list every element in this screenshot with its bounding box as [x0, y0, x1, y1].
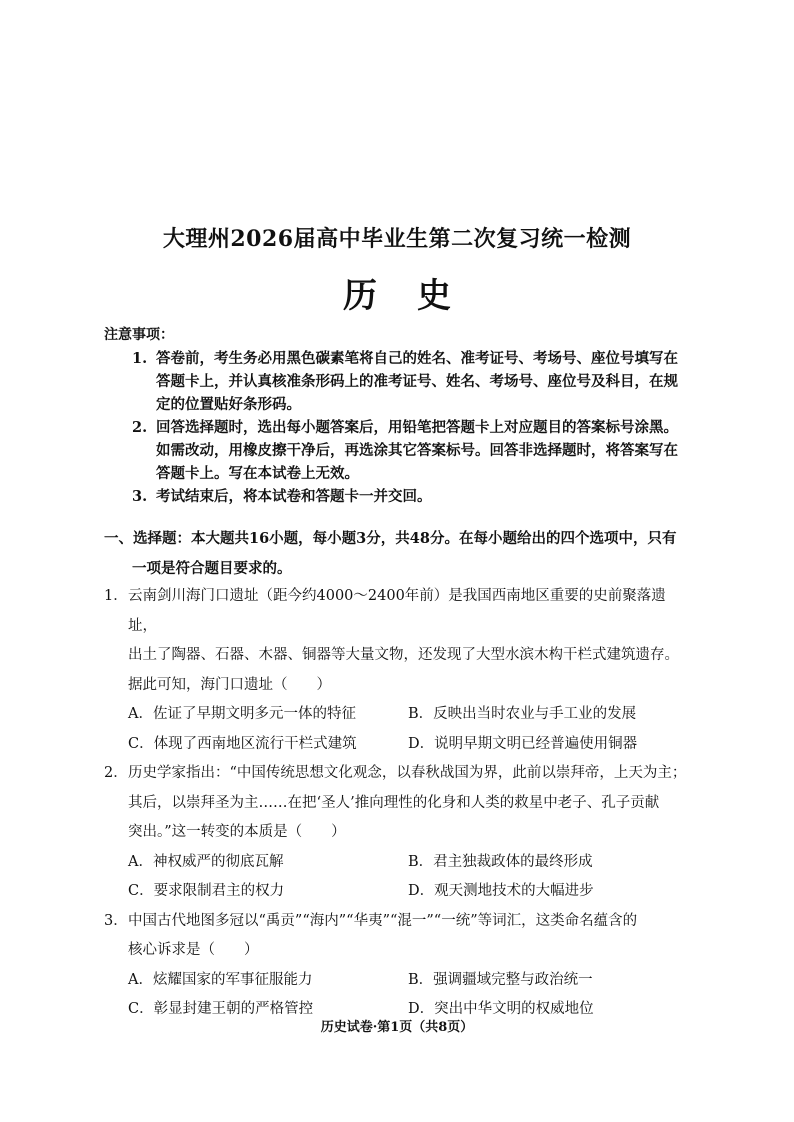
- option-c: C．彰显封建王朝的严格管控: [128, 1001, 314, 1017]
- notice-line: 考试结束后，将本试卷和答题卡一并交回。: [156, 488, 432, 505]
- question-number: 1．: [104, 588, 128, 604]
- question-line: 核心诉求是（ ）: [128, 942, 259, 958]
- question-list: [104, 582, 694, 1025]
- question-line: 云南剑川海门口遗址（距今约4000～2400年前）是我国西南地区重要的史前聚落遗址，: [128, 588, 666, 634]
- notice-item-number: 2.: [132, 419, 148, 436]
- option-d: D．说明早期文明已经普遍使用铜器: [408, 735, 638, 752]
- section-line: 一项是符合题目要求的。: [132, 560, 292, 577]
- option-b: B．反映出当时农业与手工业的发展: [408, 706, 637, 722]
- question-line: 突出。”这一转变的本质是（ ）: [128, 824, 346, 840]
- option-a: A．炫耀国家的军事征服能力: [128, 971, 313, 988]
- section-heading: [104, 524, 690, 584]
- option-d: D．突出中华文明的权威地位: [408, 1001, 594, 1017]
- notice-line: 答卷前，考生务必用黑色碳素笔将自己的姓名、准考证号、考场号、座位号填写在: [156, 350, 678, 367]
- option-b: B．君主独裁政体的最终形成: [408, 853, 593, 870]
- question-stem: [104, 907, 694, 966]
- notice-line: 如需改动，用橡皮擦干净后，再选涂其它答案标号。回答非选择题时，将答案写在: [156, 442, 678, 459]
- question-2: [104, 759, 694, 907]
- question-number: 3．: [104, 912, 128, 929]
- option-b: B．强调疆域完整与政治统一: [408, 971, 593, 988]
- notice-line: 定的位置贴好条形码。: [156, 396, 301, 413]
- question-stem: [104, 759, 694, 848]
- question-1: [104, 582, 694, 759]
- notice-item: [132, 347, 692, 416]
- option-c: C．体现了西南地区流行干栏式建筑: [128, 735, 357, 752]
- option-d: D．观天测地技术的大幅进步: [408, 883, 594, 899]
- question-line: 中国古代地图多冠以“禹贡”“海内”“华夷”“混一”“一统”等词汇，这类命名蕴含的: [128, 912, 638, 929]
- exam-title: 大理州2026届高中毕业生第二次复习统一检测: [162, 226, 632, 252]
- option-c: C．要求限制君主的权力: [128, 883, 285, 899]
- notice-item: [132, 485, 692, 508]
- option-row: [104, 730, 694, 760]
- question-number: 2．: [104, 765, 128, 781]
- subject-title: 历史: [343, 276, 491, 316]
- notice-line: 回答选择题时，选出每小题答案后，用铅笔把答题卡上对应题目的答案标号涂黑。: [156, 419, 678, 436]
- question-line: 其后，以崇拜圣为主……在把‘圣人’推向理性的化身和人类的救星中老子、孔子贡献: [128, 794, 660, 811]
- option-a: A．神权威严的彻底瓦解: [128, 853, 284, 870]
- option-a: A．佐证了早期文明多元一体的特征: [128, 706, 356, 722]
- page-footer: 历史试卷·第1页（共8页）: [320, 1020, 474, 1035]
- question-line: 历史学家指出：“中国传统思想文化观念，以春秋战国为界，此前以崇拜帝，上天为主；: [128, 765, 687, 781]
- option-row: [104, 848, 694, 878]
- section-line: 一、选择题：本大题共16小题，每小题3分，共48分。在每小题给出的四个选项中，只有: [104, 530, 677, 547]
- notice-heading: 注意事项：: [104, 327, 174, 343]
- notice-item: [132, 416, 692, 485]
- option-row: [104, 966, 694, 996]
- notice-item-number: 3.: [132, 488, 148, 505]
- option-row: [104, 700, 694, 730]
- notice-list: [132, 347, 692, 508]
- question-stem: [104, 582, 694, 700]
- question-line: 出土了陶器、石器、木器、铜器等大量文物，还发现了大型水滨木构干栏式建筑遗存。: [128, 647, 679, 663]
- option-row: [104, 877, 694, 907]
- notice-line: 答题卡上。写在本试卷上无效。: [156, 465, 359, 482]
- question-3: [104, 907, 694, 1025]
- question-line: 据此可知，海门口遗址（ ）: [128, 676, 331, 693]
- notice-line: 答题卡上，并认真核准条形码上的准考证号、姓名、考场号、座位号及科目，在规: [156, 373, 678, 390]
- notice-item-number: 1.: [132, 350, 148, 367]
